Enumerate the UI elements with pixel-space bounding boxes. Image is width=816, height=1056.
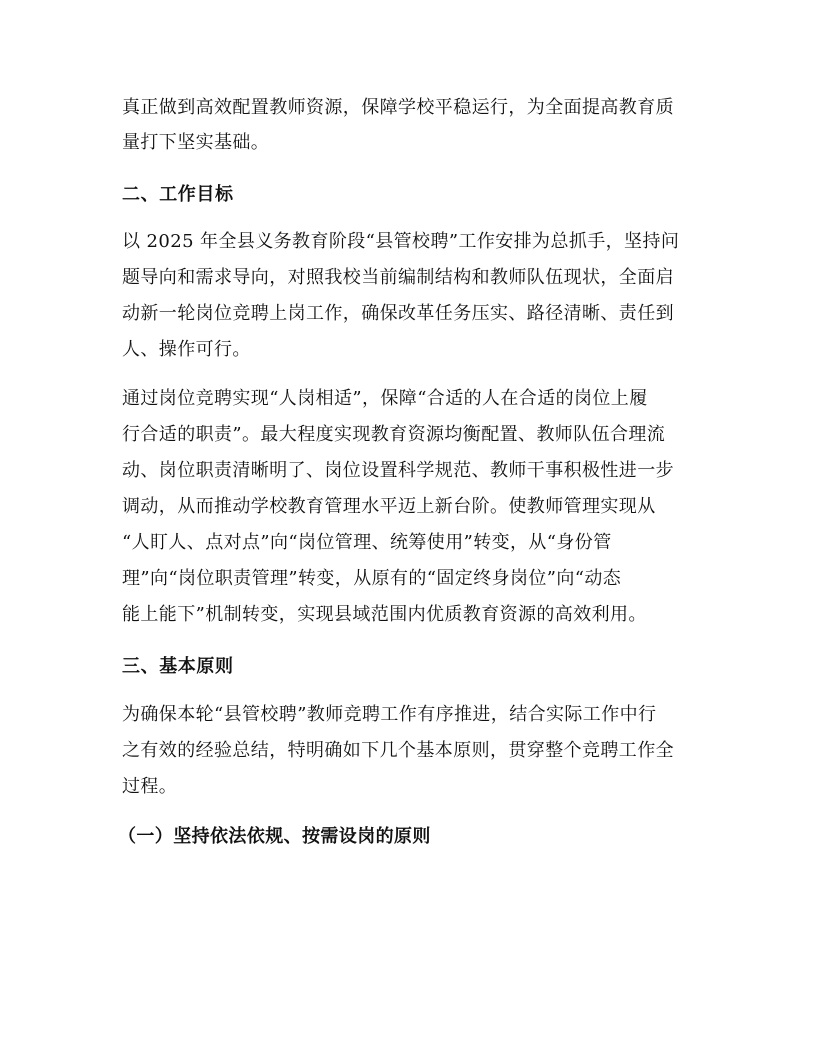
- subsection-heading-principle-1: （一）坚持依法依规、按需设岗的原则: [118, 826, 431, 847]
- body-text-line: 题导向和需求导向，对照我校当前编制结构和教师队伍现状，全面启: [122, 267, 674, 288]
- body-text-line: 动新一轮岗位竞聘上岗工作，确保改革任务压实、路径清晰、责任到: [122, 303, 674, 324]
- section-heading-goals: 二、工作目标: [122, 184, 234, 205]
- section-heading-principles: 三、基本原则: [122, 656, 234, 677]
- body-text-line: 能上能下”机制转变，实现县域范围内优质教育资源的高效利用。: [122, 604, 647, 625]
- body-text-line: 之有效的经验总结，特明确如下几个基本原则，贯穿整个竞聘工作全: [122, 740, 674, 761]
- body-text-line: 以 2025 年全县义务教育阶段“县管校聘”工作安排为总抓手，坚持问: [122, 231, 680, 252]
- body-text-line: 过程。: [122, 776, 178, 797]
- body-text-line: 调动，从而推动学校教育管理水平迈上新台阶。使教师管理实现从: [122, 496, 656, 517]
- body-text-line: 通过岗位竞聘实现“人岗相适”，保障“合适的人在合适的岗位上履: [122, 388, 648, 409]
- body-text-line: 人、操作可行。: [122, 339, 251, 360]
- body-text-line: 理”向“岗位职责管理”转变，从原有的“固定终身岗位”向“动态: [122, 568, 622, 589]
- body-text-line: 真正做到高效配置教师资源，保障学校平稳运行，为全面提高教育质: [122, 97, 674, 118]
- body-text-line: 行合适的职责”。最大程度实现教育资源均衡配置、教师队伍合理流: [122, 424, 666, 445]
- body-text-line: 为确保本轮“县管校聘”教师竞聘工作有序推进，结合实际工作中行: [122, 704, 657, 725]
- body-text-line: 动、岗位职责清晰明了、岗位设置科学规范、教师干事积极性进一步: [122, 460, 674, 481]
- body-text-line: “人盯人、点对点”向“岗位管理、统筹使用”转变，从“身份管: [122, 532, 612, 553]
- body-text-line: 量打下坚实基础。: [122, 132, 270, 153]
